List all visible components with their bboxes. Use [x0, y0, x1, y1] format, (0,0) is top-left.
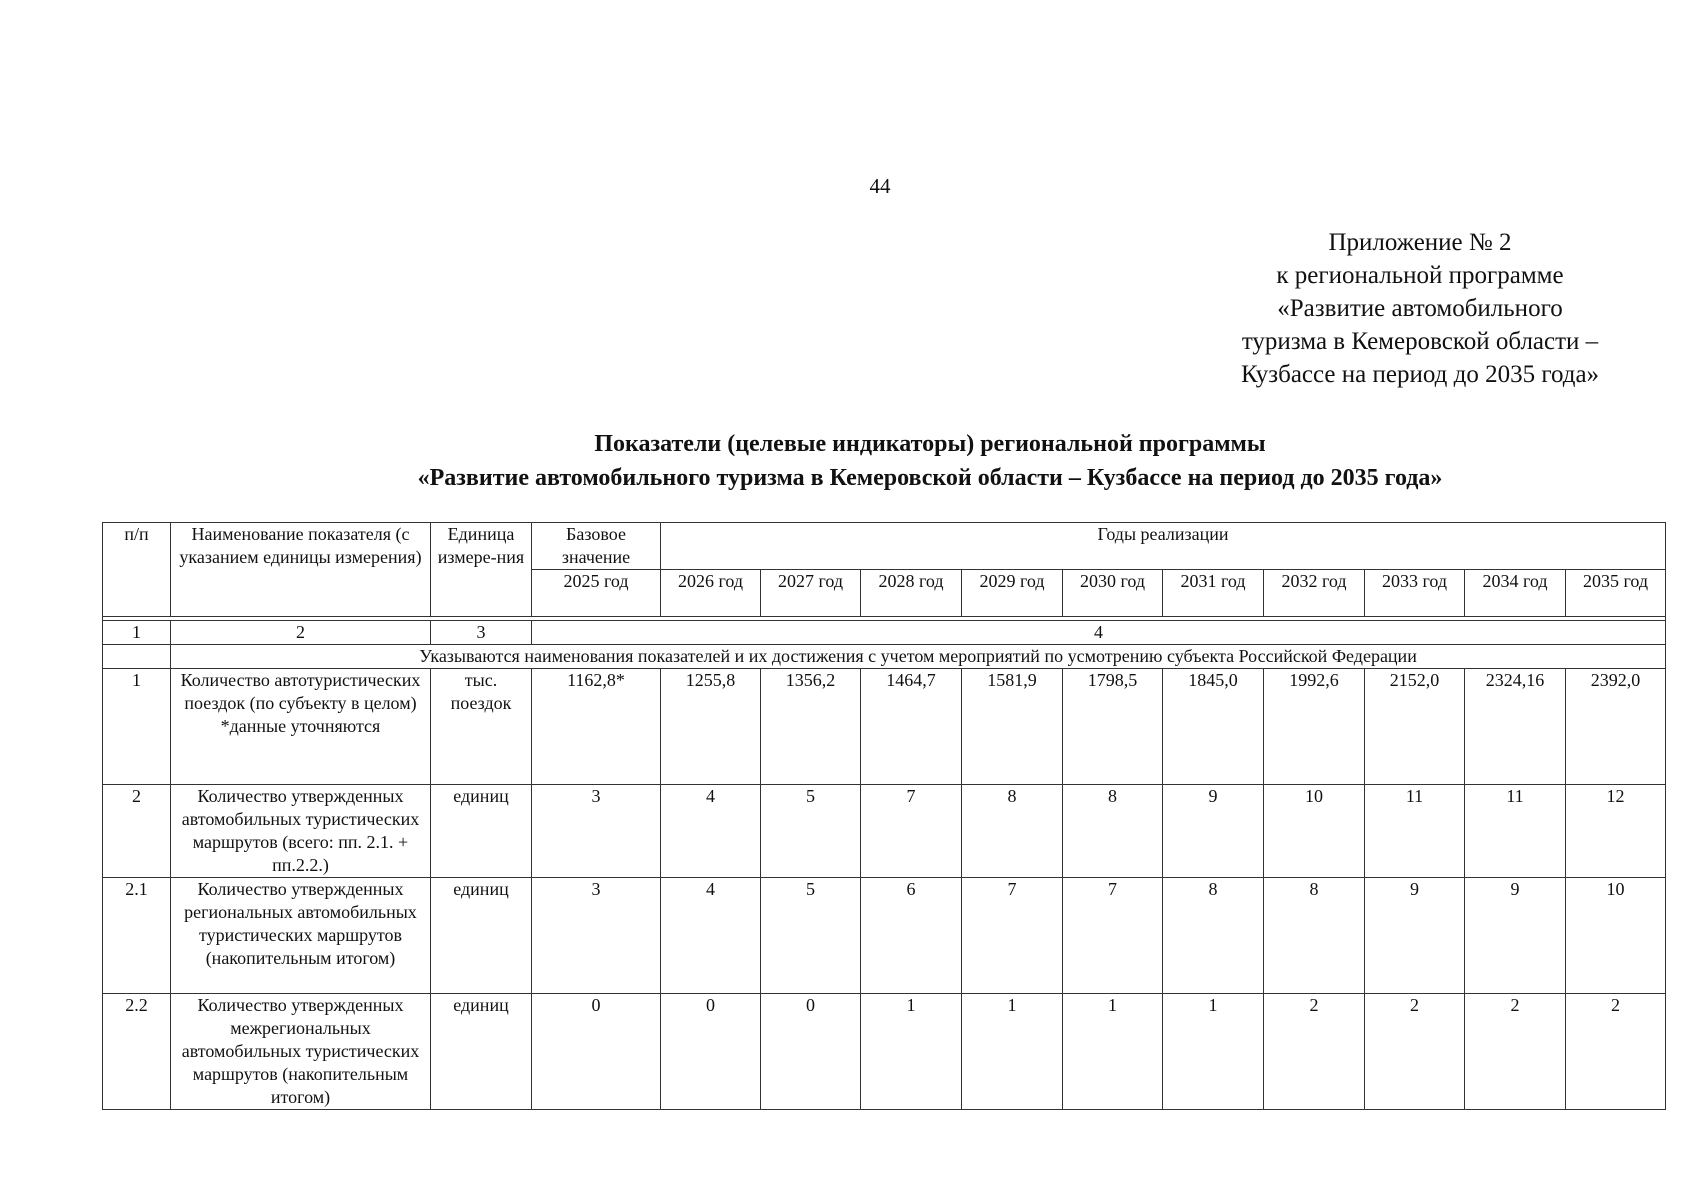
row-value: 8 [1264, 878, 1365, 994]
row-value: 2 [1566, 994, 1666, 1110]
column-number: 3 [431, 621, 532, 645]
row-value: 8 [1063, 785, 1163, 878]
header-years-group: Годы реализации [661, 523, 1666, 570]
header-year: 2035 год [1566, 570, 1666, 617]
table-row [103, 669, 1666, 785]
appendix-block [1205, 226, 1635, 391]
row-value: 9 [1365, 878, 1465, 994]
column-number: 4 [532, 621, 1666, 645]
row-value: 12 [1566, 785, 1666, 878]
row-value: 1992,6 [1264, 669, 1365, 785]
row-value: 9 [1163, 785, 1264, 878]
row-value: 4 [661, 785, 761, 878]
row-num: 2.1 [103, 878, 171, 994]
header-name: Наименование показателя (с указанием единицы измерения) [171, 523, 431, 617]
row-value: 9 [1465, 878, 1566, 994]
header-base-year: 2025 год [532, 570, 661, 617]
row-name-text: Количество автотуристических поездок (по субъекту в целом) [180, 670, 421, 713]
note-npp [103, 645, 171, 669]
row-value: 1581,9 [962, 669, 1063, 785]
row-num: 1 [103, 669, 171, 785]
row-value: 7 [1063, 878, 1163, 994]
row-num: 2 [103, 785, 171, 878]
row-value: 1 [1163, 994, 1264, 1110]
row-value: 11 [1465, 785, 1566, 878]
row-name: Количество утвержденных региональных автомобильных туристических маршрутов (накопительным итогом) [171, 878, 431, 994]
row-value: 11 [1365, 785, 1465, 878]
header-year: 2031 год [1163, 570, 1264, 617]
row-name [171, 669, 431, 785]
row-remark: *данные уточняются [220, 716, 381, 736]
appendix-line: Приложение № 2 [1328, 229, 1512, 256]
header-row [103, 523, 1666, 570]
row-value: 7 [962, 878, 1063, 994]
row-value: 1255,8 [661, 669, 761, 785]
header-year: 2026 год [661, 570, 761, 617]
row-unit: единиц [431, 994, 532, 1110]
row-value: 0 [761, 994, 861, 1110]
row-value: 7 [861, 785, 962, 878]
row-value: 1356,2 [761, 669, 861, 785]
appendix-line: к региональной программе [1276, 262, 1564, 289]
row-value: 5 [761, 785, 861, 878]
column-number: 1 [103, 621, 171, 645]
row-value: 0 [532, 994, 661, 1110]
row-num: 2.2 [103, 994, 171, 1110]
row-value: 2324,16 [1465, 669, 1566, 785]
row-value: 8 [1163, 878, 1264, 994]
row-value: 1 [1063, 994, 1163, 1110]
row-value: 10 [1566, 878, 1666, 994]
row-unit: единиц [431, 878, 532, 994]
table-row [103, 878, 1666, 994]
column-numbers-row [103, 621, 1666, 645]
note-text: Указываются наименования показателей и их достижения с учетом мероприятий по усмотрению субъекта Российской Федерации [171, 645, 1666, 669]
row-value: 8 [962, 785, 1063, 878]
row-value: 1 [962, 994, 1063, 1110]
document-title [100, 427, 1697, 495]
row-value: 2 [1465, 994, 1566, 1110]
row-name: Количество утвержденных межрегиональных автомобильных туристических маршрутов (накопительным итогом) [171, 994, 431, 1110]
row-value: 1162,8* [532, 669, 661, 785]
appendix-line: туризма в Кемеровской области – [1241, 328, 1599, 355]
header-base: Базовое значение [532, 523, 661, 570]
header-year: 2027 год [761, 570, 861, 617]
page-number: 44 [869, 174, 891, 198]
title-line: Показатели (целевые индикаторы) региональной программы [594, 431, 1266, 457]
row-value: 1464,7 [861, 669, 962, 785]
row-name: Количество утвержденных автомобильных туристических маршрутов (всего: пп. 2.1. + пп.2.2.) [171, 785, 431, 878]
header-year: 2028 год [861, 570, 962, 617]
appendix-line: «Развитие автомобильного [1277, 295, 1563, 322]
header-year: 2029 год [962, 570, 1063, 617]
table-row [103, 994, 1666, 1110]
row-value: 5 [761, 878, 861, 994]
indicators-table [102, 522, 1666, 1110]
appendix-line: Кузбассе на период до 2035 года» [1240, 361, 1600, 388]
row-value: 1 [861, 994, 962, 1110]
header-npp: п/п [103, 523, 171, 617]
row-value: 10 [1264, 785, 1365, 878]
note-row [103, 645, 1666, 669]
row-value: 2 [1365, 994, 1465, 1110]
header-year: 2032 год [1264, 570, 1365, 617]
header-year: 2033 год [1365, 570, 1465, 617]
header-unit: Единица измере-ния [431, 523, 532, 617]
title-line: «Развитие автомобильного туризма в Кемеровской области – Кузбассе на период до 2035 года» [417, 465, 1443, 491]
column-number: 2 [171, 621, 431, 645]
row-value: 1845,0 [1163, 669, 1264, 785]
row-value: 3 [532, 785, 661, 878]
row-value: 4 [661, 878, 761, 994]
row-unit: единиц [431, 785, 532, 878]
row-value: 3 [532, 878, 661, 994]
header-year: 2034 год [1465, 570, 1566, 617]
table-row [103, 785, 1666, 878]
row-unit: тыс. поездок [431, 669, 532, 785]
row-value: 6 [861, 878, 962, 994]
row-value: 2392,0 [1566, 669, 1666, 785]
row-value: 0 [661, 994, 761, 1110]
row-value: 2 [1264, 994, 1365, 1110]
row-value: 2152,0 [1365, 669, 1465, 785]
header-year: 2030 год [1063, 570, 1163, 617]
row-value: 1798,5 [1063, 669, 1163, 785]
